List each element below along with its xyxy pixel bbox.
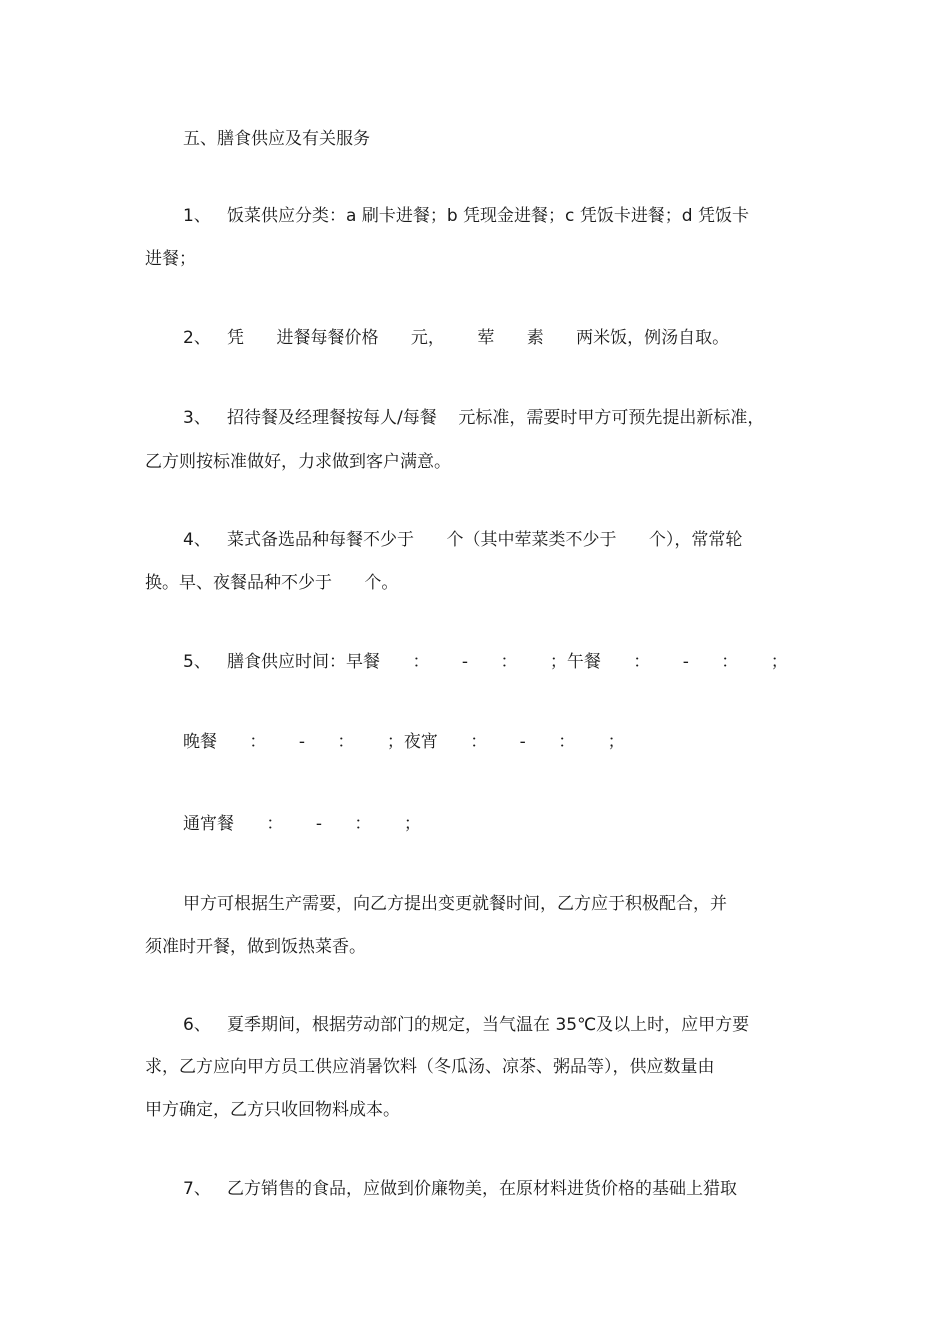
item-1-number: 1、 — [183, 206, 211, 226]
item-6-text: 夏季期间，根据劳动部门的规定，当气温在 35℃及以上时，应甲方要 — [227, 1015, 750, 1035]
item-6-line-1 — [183, 1013, 749, 1037]
item-1-line-1 — [183, 204, 749, 228]
item-2-line-1 — [183, 326, 729, 350]
item-3-line-2: 乙方则按标准做好，力求做到客户满意。 — [145, 452, 451, 472]
item-6-line-3: 甲方确定，乙方只收回物料成本。 — [145, 1100, 400, 1120]
paragraph-line-2: 须准时开餐，做到饭热菜香。 — [145, 937, 366, 957]
item-3-text: 招待餐及经理餐按每人/每餐 元标准，需要时甲方可预先提出新标准， — [227, 408, 765, 428]
item-5-text: 膳食供应时间：早餐 ： - ： ；午餐 ： - ： ； — [227, 652, 788, 672]
item-5-number: 5、 — [183, 652, 211, 672]
item-7-line-1 — [183, 1177, 737, 1201]
item-5-line-1 — [183, 650, 788, 674]
item-5-line-3: 通宵餐 ： - ： ； — [183, 814, 421, 834]
item-5-line-2: 晚餐 ： - ： ；夜宵 ： - ： ； — [183, 732, 625, 752]
item-4-text: 菜式备选品种每餐不少于 个（其中荤菜类不少于 个），常常轮 — [227, 530, 743, 550]
section-heading: 五、膳食供应及有关服务 — [183, 129, 370, 149]
item-6-number: 6、 — [183, 1015, 211, 1035]
item-2-number: 2、 — [183, 328, 211, 348]
item-7-text: 乙方销售的食品，应做到价廉物美，在原材料进货价格的基础上猎取 — [227, 1179, 738, 1199]
item-6-line-2: 求，乙方应向甲方员工供应消暑饮料（冬瓜汤、凉茶、粥品等），供应数量由 — [145, 1057, 715, 1077]
item-7-number: 7、 — [183, 1179, 211, 1199]
item-2-text: 凭 进餐每餐价格 元， 荤 素 两米饭，例汤自取。 — [227, 328, 730, 348]
item-3-number: 3、 — [183, 408, 211, 428]
item-4-line-2: 换。早、夜餐品种不少于 个。 — [145, 573, 399, 593]
paragraph-line-1: 甲方可根据生产需要，向乙方提出变更就餐时间，乙方应于积极配合，并 — [183, 894, 727, 914]
item-3-line-1 — [183, 406, 764, 430]
item-1-text: 饭菜供应分类：a 刷卡进餐；b 凭现金进餐；c 凭饭卡进餐；d 凭饭卡 — [227, 206, 750, 226]
item-1-line-2: 进餐； — [145, 249, 196, 269]
item-4-number: 4、 — [183, 530, 211, 550]
item-4-line-1 — [183, 528, 742, 552]
